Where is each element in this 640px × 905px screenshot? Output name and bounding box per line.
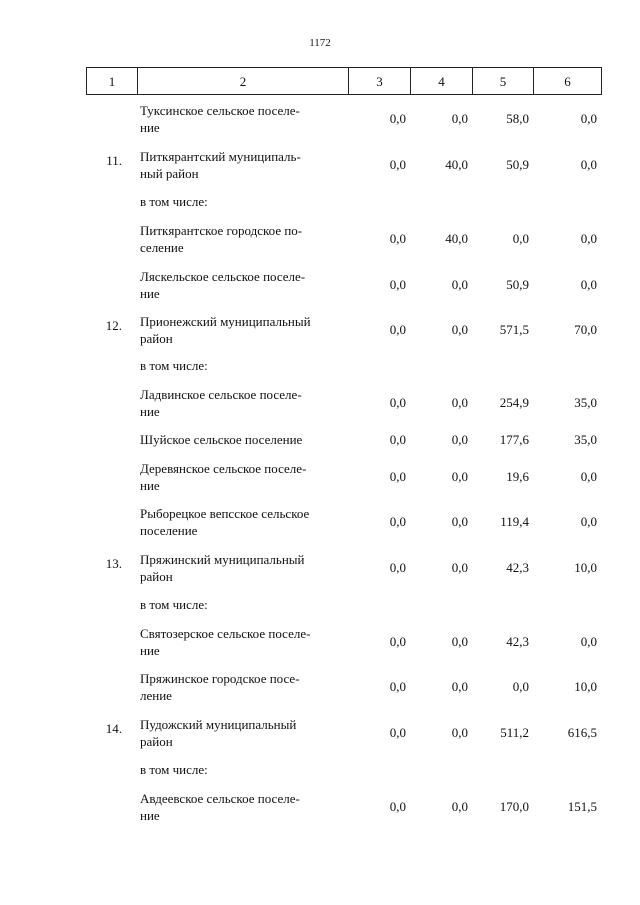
table-row [86,384,600,421]
value-col-5: 42,3 [506,560,529,575]
value-col-5: 170,0 [499,799,529,814]
value-col-4: 0,0 [451,395,468,410]
value-col-5: 511,2 [500,725,529,740]
value-col-4: 0,0 [451,679,468,694]
row-name: Ладвинское сельское поселе- ние [140,386,302,419]
value-col-4: 0,0 [451,322,468,337]
row-number: 12. [105,318,122,333]
data-table [86,67,602,823]
value-col-5: 19,6 [506,469,529,484]
row-number [86,623,136,629]
row-name: Пудожский муниципальный район [140,716,297,749]
row-name: Прионежский муниципальный район [140,313,311,346]
value-col-4: 40,0 [445,231,468,246]
value-col-5: 177,6 [499,431,529,447]
table-row [86,266,600,303]
table-row [86,146,600,183]
value-col-4: 0,0 [451,111,468,126]
value-col-5: 0,0 [512,679,529,694]
row-number [86,100,136,106]
table-row [86,595,600,613]
row-number [86,668,136,674]
table-row [86,760,600,778]
table-row [86,430,600,448]
table-row [86,458,600,495]
row-number: 13. [105,556,122,571]
row-name: в том числе: [140,357,208,373]
table-row [86,549,600,586]
value-col-5: 571,5 [499,322,529,337]
row-name: Ляскельское сельское поселе- ние [140,268,306,301]
row-name: Туксинское сельское поселе- ние [140,102,300,135]
table-row [86,356,600,374]
value-col-4: 0,0 [451,469,468,484]
row-name: Святозерское сельское поселе- ние [140,625,311,658]
value-col-6: 70,0 [574,322,597,337]
value-col-3: 0,0 [389,634,406,649]
value-col-6: 0,0 [580,111,597,126]
table-row [86,668,600,705]
value-col-4: 40,0 [445,157,468,172]
value-col-4: 0,0 [451,560,468,575]
value-col-5: 42,3 [506,634,529,649]
value-col-6: 0,0 [580,277,597,292]
row-number [86,503,136,509]
value-col-6: 35,0 [574,395,597,410]
table-row [86,503,600,540]
row-number: 11. [106,153,122,168]
row-name: Деревянское сельское поселе- ние [140,460,307,493]
value-col-4: 0,0 [451,431,468,447]
value-col-4: 0,0 [451,799,468,814]
value-col-6: 10,0 [574,679,597,694]
row-name: Пряжинское городское посе- ление [140,670,300,703]
value-col-5: 119,4 [500,514,529,529]
value-col-3: 0,0 [389,322,406,337]
value-col-6: 10,0 [574,560,597,575]
value-col-3: 0,0 [389,725,406,740]
value-col-6: 616,5 [567,725,597,740]
value-col-4: 0,0 [451,725,468,740]
header-col-2: 2 [137,68,348,94]
row-name: Пряжинский муниципальный район [140,551,305,584]
row-name: Шуйское сельское поселение [140,431,303,447]
value-col-3: 0,0 [389,431,406,447]
row-name: Рыборецкое вепсское сельское поселение [140,505,310,538]
row-name: в том числе: [140,193,208,209]
table-row [86,311,600,348]
value-col-4: 0,0 [451,634,468,649]
table-row [86,714,600,751]
row-name: Питкярантское городское по- селение [140,222,303,255]
row-number [86,430,136,436]
row-number [86,266,136,272]
value-col-6: 0,0 [580,514,597,529]
row-number [86,220,136,226]
header-col-1: 1 [108,73,116,89]
header-col-5: 5 [472,68,533,94]
table-row [86,623,600,660]
row-number [86,760,136,766]
header-col-3: 3 [348,68,410,94]
value-col-4: 0,0 [451,277,468,292]
value-col-6: 0,0 [580,157,597,172]
value-col-3: 0,0 [389,560,406,575]
value-col-3: 0,0 [389,277,406,292]
row-number [86,384,136,390]
table-header [86,67,602,95]
value-col-3: 0,0 [389,799,406,814]
row-name: в том числе: [140,761,208,777]
value-col-5: 254,9 [499,395,529,410]
row-name: в том числе: [140,596,208,612]
row-number [86,192,136,198]
page-number: 1172 [309,37,331,49]
value-col-3: 0,0 [389,514,406,529]
row-number [86,458,136,464]
value-col-5: 50,9 [506,157,529,172]
value-col-5: 50,9 [506,277,529,292]
table-row [86,192,600,210]
table-row [86,220,600,257]
value-col-5: 0,0 [512,231,529,246]
table-row [86,100,600,137]
row-number [86,356,136,362]
value-col-6: 0,0 [580,634,597,649]
value-col-6: 35,0 [574,431,597,447]
row-number [86,788,136,794]
row-name: Авдеевское сельское поселе- ние [140,790,300,823]
table-row [86,788,600,825]
row-name: Питкярантский муниципаль- ный район [140,148,301,181]
value-col-3: 0,0 [389,395,406,410]
value-col-4: 0,0 [451,514,468,529]
header-col-4: 4 [410,68,472,94]
value-col-5: 58,0 [506,111,529,126]
value-col-3: 0,0 [389,679,406,694]
value-col-6: 0,0 [580,469,597,484]
value-col-6: 0,0 [580,231,597,246]
row-number: 14. [105,721,122,736]
value-col-3: 0,0 [389,157,406,172]
header-col-6: 6 [533,68,601,94]
value-col-6: 151,5 [567,799,597,814]
value-col-3: 0,0 [389,469,406,484]
value-col-3: 0,0 [389,111,406,126]
value-col-3: 0,0 [389,231,406,246]
row-number [86,595,136,601]
